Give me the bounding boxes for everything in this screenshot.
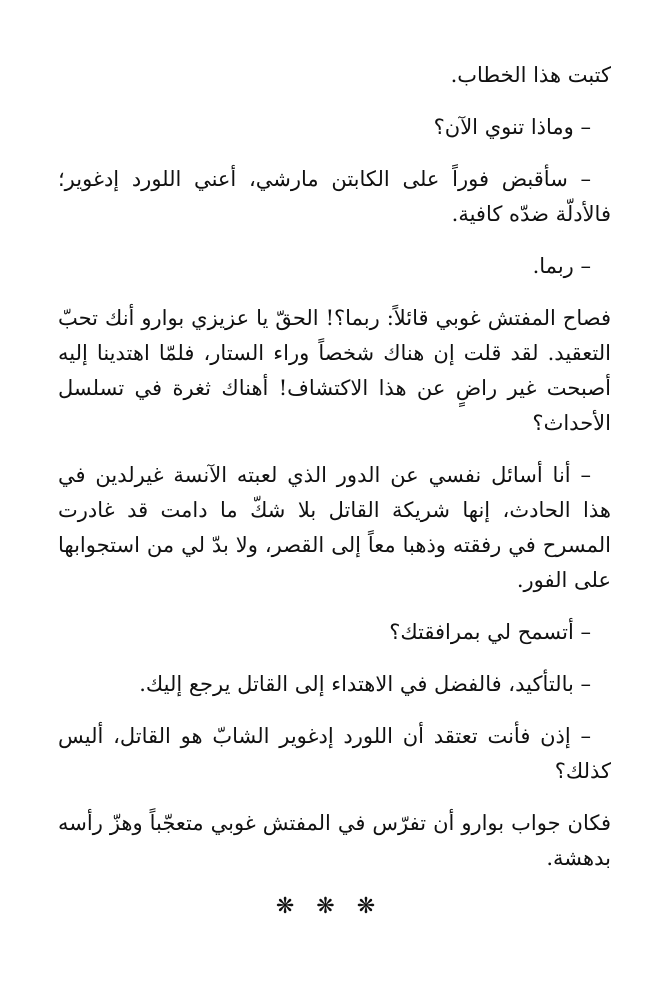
paragraph-credit-reply: – بالتأكيد، فالفضل في الاهتداء إلى القاتل يرجع إليك. bbox=[139, 672, 591, 696]
paragraph-accompany-request: – أتسمح لي بمرافقتك؟ bbox=[389, 620, 591, 644]
book-page-text bbox=[58, 58, 611, 893]
paragraph-question-intent: – وماذا تنوي الآن؟ bbox=[433, 115, 591, 139]
paragraph-young-lord-question: – إذن فأنت تعتقد أن اللورد إدغوير الشابّ هو القاتل، أليس كذلك؟ bbox=[58, 724, 611, 783]
paragraph-letter-line: كتبت هذا الخطاب. bbox=[450, 63, 611, 87]
paragraph-poirot-answer: فكان جواب بوارو أن تفرّس في المفتش غوبي متعجّباً وهزّ رأسه بدهشة. bbox=[58, 811, 611, 870]
paragraph-inspector-exclaims: فصاح المفتش غوبي قائلاً: ربما؟! الحقّ يا عزيزي بوارو أنك تحبّ التعقيد. لقد قلت إن هناك شخصاً وراء الستار، فلمّا اهتدينا إليه أصبحت غير راضٍ عن هذا الاكتشاف! أهناك ثغرة في تسلسل الأحداث؟ bbox=[58, 306, 611, 435]
section-separator-asterisks: ❋❋❋ bbox=[275, 894, 398, 919]
paragraph-arrest-captain: – سأقبض فوراً على الكابتن مارشي، أعني اللورد إدغوير؛ فالأدلّة ضدّه كافية. bbox=[58, 167, 611, 226]
paragraph-perhaps: – ربما. bbox=[532, 254, 591, 278]
paragraph-geraldine-role: – أنا أسائل نفسي عن الدور الذي لعبته الآنسة غيرلدين في هذا الحادث، إنها شريكة القاتل بلا شكّ ما دامت قد غادرت المسرح في رفقته وذهبا معاً إلى القصر، ولا بدّ لي من استجوابها على الفور. bbox=[58, 463, 611, 592]
